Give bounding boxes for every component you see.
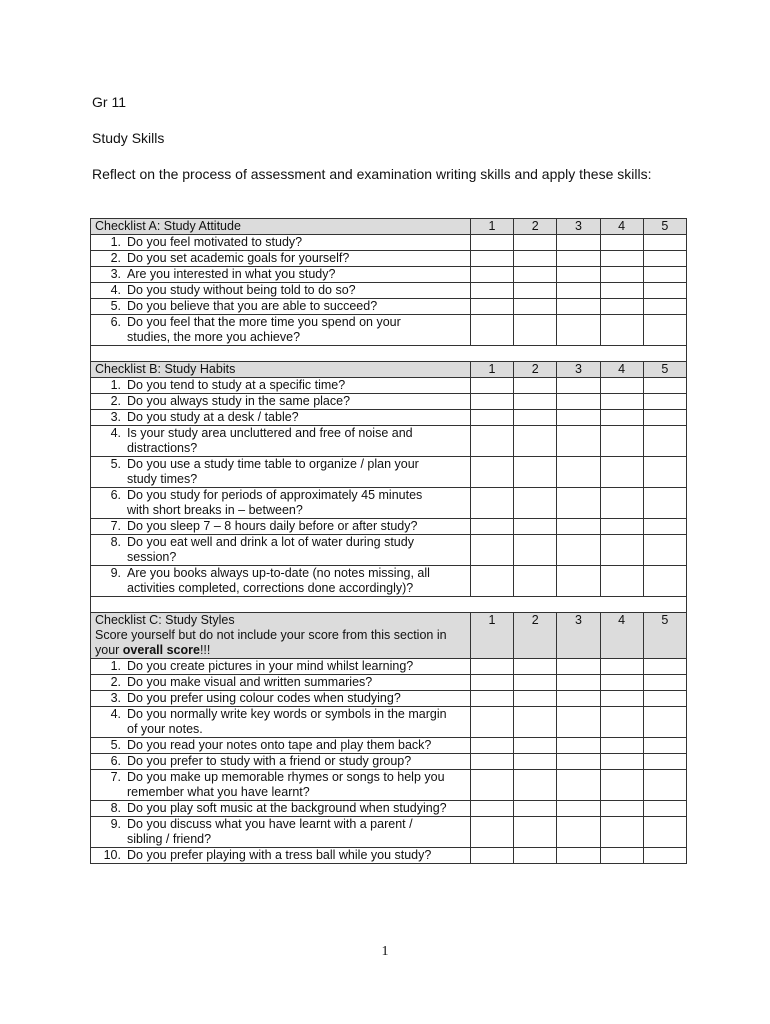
checklist-header-row (91, 613, 687, 659)
score-cell[interactable] (600, 707, 643, 738)
score-cell[interactable] (470, 457, 513, 488)
score-cell[interactable] (600, 488, 643, 519)
question-text: Do you tend to study at a specific time? (127, 378, 346, 392)
question-text: Do you discuss what you have learnt with a parent / sibling / friend? (127, 817, 413, 846)
score-cell[interactable] (643, 283, 686, 299)
question-cell (91, 754, 471, 770)
score-cell[interactable] (557, 394, 600, 410)
question-text: Are you interested in what you study? (127, 267, 336, 281)
question-text: Do you study for periods of approximately 45 minutes with short breaks in – between? (127, 488, 423, 517)
score-column-header: 4 (600, 219, 643, 235)
question-number: 10. (103, 848, 121, 862)
checklist-row (91, 707, 687, 738)
checklist-row (91, 426, 687, 457)
score-cell[interactable] (514, 738, 557, 754)
note-suffix: !!! (199, 643, 211, 657)
question-number: 6. (110, 315, 121, 329)
score-cell[interactable] (600, 535, 643, 566)
question-cell (91, 235, 471, 251)
score-cell[interactable] (470, 394, 513, 410)
question-cell (91, 267, 471, 283)
checklist-title-cell (91, 613, 471, 659)
score-cell[interactable] (557, 801, 600, 817)
score-cell[interactable] (514, 535, 557, 566)
question-text: Do you make visual and written summaries? (127, 675, 373, 689)
score-cell[interactable] (600, 235, 643, 251)
question-text: Do you sleep 7 – 8 hours daily before or after study? (127, 519, 418, 533)
checklist-row (91, 267, 687, 283)
score-cell[interactable] (643, 299, 686, 315)
score-cell[interactable] (557, 426, 600, 457)
score-cell[interactable] (643, 566, 686, 597)
question-cell (91, 394, 471, 410)
checklist-title: Checklist A: Study Attitude (95, 219, 241, 233)
score-cell[interactable] (470, 738, 513, 754)
score-column-header: 4 (600, 613, 643, 659)
question-text: Do you play soft music at the background when studying? (127, 801, 447, 815)
question-number: 3. (110, 410, 121, 424)
score-cell[interactable] (470, 315, 513, 346)
question-text: Do you prefer to study with a friend or study group? (127, 754, 412, 768)
checklist-note (95, 628, 466, 658)
question-number: 7. (110, 519, 121, 533)
question-text: Do you normally write key words or symbols in the margin of your notes. (127, 707, 447, 736)
score-cell[interactable] (514, 457, 557, 488)
question-number: 6. (110, 488, 121, 502)
score-cell[interactable] (643, 488, 686, 519)
checklist-table (90, 218, 687, 864)
score-column-header: 2 (514, 219, 557, 235)
score-column-header: 1 (470, 219, 513, 235)
score-cell[interactable] (514, 519, 557, 535)
question-text: Are you books always up-to-date (no notes missing, all activities completed, corrections done accordingly)? (127, 566, 430, 595)
score-cell[interactable] (643, 817, 686, 848)
checklist-row (91, 691, 687, 707)
question-text: Do you study at a desk / table? (127, 410, 299, 424)
spacer-cell (91, 346, 687, 362)
score-cell[interactable] (470, 535, 513, 566)
score-cell[interactable] (557, 410, 600, 426)
score-cell[interactable] (643, 378, 686, 394)
score-cell[interactable] (514, 770, 557, 801)
score-column-header: 2 (514, 362, 557, 378)
question-number: 3. (110, 691, 121, 705)
score-cell[interactable] (557, 519, 600, 535)
score-cell[interactable] (643, 235, 686, 251)
question-cell (91, 410, 471, 426)
question-cell (91, 848, 471, 864)
question-number: 8. (110, 535, 121, 549)
score-cell[interactable] (643, 675, 686, 691)
question-text: Do you read your notes onto tape and play them back? (127, 738, 432, 752)
score-cell[interactable] (643, 519, 686, 535)
score-column-header: 3 (557, 362, 600, 378)
checklist-row (91, 754, 687, 770)
question-number: 3. (110, 267, 121, 281)
score-cell[interactable] (557, 283, 600, 299)
score-cell[interactable] (600, 691, 643, 707)
score-cell[interactable] (600, 770, 643, 801)
score-cell[interactable] (470, 235, 513, 251)
score-cell[interactable] (470, 817, 513, 848)
checklist-header-row (91, 362, 687, 378)
question-cell (91, 378, 471, 394)
score-cell[interactable] (600, 754, 643, 770)
question-text: Do you believe that you are able to succeed? (127, 299, 378, 313)
score-cell[interactable] (643, 801, 686, 817)
score-cell[interactable] (557, 770, 600, 801)
score-column-header: 5 (643, 613, 686, 659)
score-cell[interactable] (643, 707, 686, 738)
checklist-row (91, 566, 687, 597)
score-cell[interactable] (600, 738, 643, 754)
section-spacer-row (91, 346, 687, 362)
question-cell (91, 707, 471, 738)
score-cell[interactable] (557, 299, 600, 315)
score-cell[interactable] (514, 848, 557, 864)
score-cell[interactable] (514, 283, 557, 299)
note-text: Score yourself but do not include your score from this section in your (95, 628, 447, 657)
score-cell[interactable] (514, 566, 557, 597)
score-column-header: 1 (470, 362, 513, 378)
question-text: Do you use a study time table to organize / plan your study times? (127, 457, 419, 486)
checklist-title: Checklist C: Study Styles (95, 613, 235, 627)
score-cell[interactable] (643, 457, 686, 488)
score-cell[interactable] (600, 299, 643, 315)
score-cell[interactable] (643, 535, 686, 566)
score-cell[interactable] (600, 251, 643, 267)
question-number: 9. (110, 817, 121, 831)
page-number: 1 (381, 944, 389, 959)
score-cell[interactable] (600, 410, 643, 426)
question-cell (91, 519, 471, 535)
question-text: Do you feel motivated to study? (127, 235, 303, 249)
question-text: Do you prefer playing with a tress ball while you study? (127, 848, 432, 862)
score-cell[interactable] (600, 378, 643, 394)
checklist-row (91, 251, 687, 267)
score-cell[interactable] (557, 707, 600, 738)
score-cell[interactable] (643, 659, 686, 675)
score-cell[interactable] (557, 315, 600, 346)
score-cell[interactable] (557, 251, 600, 267)
question-cell (91, 283, 471, 299)
score-cell[interactable] (600, 394, 643, 410)
checklist-row (91, 675, 687, 691)
question-number: 2. (110, 251, 121, 265)
question-text: Do you set academic goals for yourself? (127, 251, 350, 265)
score-cell[interactable] (600, 566, 643, 597)
checklist-row (91, 659, 687, 675)
question-number: 1. (110, 378, 121, 392)
score-cell[interactable] (514, 394, 557, 410)
score-cell[interactable] (470, 566, 513, 597)
question-cell (91, 675, 471, 691)
score-cell[interactable] (514, 691, 557, 707)
score-cell[interactable] (557, 659, 600, 675)
score-cell[interactable] (643, 754, 686, 770)
score-cell[interactable] (470, 519, 513, 535)
checklist-row (91, 770, 687, 801)
score-cell[interactable] (557, 535, 600, 566)
score-cell[interactable] (470, 267, 513, 283)
score-cell[interactable] (470, 848, 513, 864)
score-cell[interactable] (514, 267, 557, 283)
score-cell[interactable] (514, 426, 557, 457)
checklist-title: Checklist B: Study Habits (95, 362, 236, 376)
score-cell[interactable] (557, 817, 600, 848)
question-number: 1. (110, 659, 121, 673)
score-cell[interactable] (600, 315, 643, 346)
question-number: 7. (110, 770, 121, 784)
score-cell[interactable] (557, 754, 600, 770)
score-cell[interactable] (470, 299, 513, 315)
score-cell[interactable] (470, 675, 513, 691)
checklist-row (91, 738, 687, 754)
score-cell[interactable] (600, 283, 643, 299)
question-cell (91, 801, 471, 817)
score-cell[interactable] (470, 283, 513, 299)
score-cell[interactable] (600, 426, 643, 457)
grade-label: Gr 11 (92, 94, 126, 110)
score-cell[interactable] (557, 235, 600, 251)
checklist-row (91, 519, 687, 535)
question-cell (91, 738, 471, 754)
score-column-header: 4 (600, 362, 643, 378)
score-cell[interactable] (470, 770, 513, 801)
score-cell[interactable] (600, 675, 643, 691)
score-cell[interactable] (514, 675, 557, 691)
checklist-row (91, 410, 687, 426)
score-cell[interactable] (643, 848, 686, 864)
question-cell (91, 488, 471, 519)
score-cell[interactable] (470, 691, 513, 707)
question-number: 6. (110, 754, 121, 768)
checklist-row (91, 488, 687, 519)
question-cell (91, 659, 471, 675)
question-number: 2. (110, 394, 121, 408)
question-number: 9. (110, 566, 121, 580)
score-cell[interactable] (557, 378, 600, 394)
score-cell[interactable] (600, 267, 643, 283)
score-cell[interactable] (600, 801, 643, 817)
score-cell[interactable] (514, 251, 557, 267)
score-cell[interactable] (514, 299, 557, 315)
checklist-header-row (91, 219, 687, 235)
question-text: Do you create pictures in your mind whilst learning? (127, 659, 414, 673)
score-cell[interactable] (600, 519, 643, 535)
checklist-row (91, 817, 687, 848)
score-cell[interactable] (557, 566, 600, 597)
score-cell[interactable] (470, 801, 513, 817)
score-cell[interactable] (557, 738, 600, 754)
score-cell[interactable] (600, 659, 643, 675)
score-cell[interactable] (470, 707, 513, 738)
checklist-row (91, 299, 687, 315)
question-cell (91, 817, 471, 848)
checklist-row (91, 378, 687, 394)
checklist-row (91, 801, 687, 817)
question-text: Do you eat well and drink a lot of water during study session? (127, 535, 414, 564)
question-text: Do you feel that the more time you spend on your studies, the more you achieve? (127, 315, 401, 344)
checklist-row (91, 235, 687, 251)
score-cell[interactable] (470, 378, 513, 394)
score-cell[interactable] (470, 251, 513, 267)
score-cell[interactable] (600, 817, 643, 848)
score-cell[interactable] (514, 235, 557, 251)
score-cell[interactable] (557, 488, 600, 519)
score-cell[interactable] (470, 488, 513, 519)
score-cell[interactable] (514, 801, 557, 817)
spacer-cell (91, 597, 687, 613)
score-cell[interactable] (470, 410, 513, 426)
score-column-header: 2 (514, 613, 557, 659)
question-number: 5. (110, 457, 121, 471)
score-cell[interactable] (600, 457, 643, 488)
score-cell[interactable] (643, 738, 686, 754)
score-cell[interactable] (600, 848, 643, 864)
score-cell[interactable] (557, 457, 600, 488)
instruction-text: Reflect on the process of assessment and examination writing skills and apply these skills: (92, 166, 652, 182)
score-cell[interactable] (514, 817, 557, 848)
question-text: Do you study without being told to do so? (127, 283, 356, 297)
question-text: Is your study area uncluttered and free of noise and distractions? (127, 426, 413, 455)
question-cell (91, 251, 471, 267)
score-cell[interactable] (514, 315, 557, 346)
question-number: 1. (110, 235, 121, 249)
score-cell[interactable] (557, 848, 600, 864)
score-cell[interactable] (514, 754, 557, 770)
question-number: 5. (110, 299, 121, 313)
score-cell[interactable] (514, 410, 557, 426)
score-cell[interactable] (470, 426, 513, 457)
score-cell[interactable] (557, 675, 600, 691)
question-cell (91, 566, 471, 597)
score-column-header: 5 (643, 219, 686, 235)
score-column-header: 1 (470, 613, 513, 659)
checklist-row (91, 535, 687, 566)
score-cell[interactable] (514, 659, 557, 675)
score-cell[interactable] (643, 267, 686, 283)
question-cell (91, 457, 471, 488)
score-cell[interactable] (643, 394, 686, 410)
checklist-row (91, 848, 687, 864)
note-emphasis: overall score (122, 643, 200, 657)
checklist-row (91, 457, 687, 488)
score-cell[interactable] (643, 691, 686, 707)
score-cell[interactable] (643, 426, 686, 457)
score-cell[interactable] (514, 378, 557, 394)
question-cell (91, 299, 471, 315)
question-number: 8. (110, 801, 121, 815)
score-cell[interactable] (643, 251, 686, 267)
score-cell[interactable] (643, 315, 686, 346)
question-number: 5. (110, 738, 121, 752)
score-cell[interactable] (470, 659, 513, 675)
question-text: Do you always study in the same place? (127, 394, 351, 408)
score-cell[interactable] (557, 267, 600, 283)
checklist-row (91, 394, 687, 410)
question-number: 4. (110, 283, 121, 297)
question-number: 4. (110, 426, 121, 440)
checklist-row (91, 283, 687, 299)
score-column-header: 3 (557, 613, 600, 659)
score-cell[interactable] (643, 410, 686, 426)
question-cell (91, 770, 471, 801)
score-cell[interactable] (514, 707, 557, 738)
question-cell (91, 535, 471, 566)
score-column-header: 3 (557, 219, 600, 235)
question-cell (91, 426, 471, 457)
question-number: 4. (110, 707, 121, 721)
document-title: Study Skills (92, 130, 165, 146)
score-cell[interactable] (514, 488, 557, 519)
question-text: Do you prefer using colour codes when studying? (127, 691, 401, 705)
score-cell[interactable] (470, 754, 513, 770)
score-column-header: 5 (643, 362, 686, 378)
checklist-row (91, 315, 687, 346)
checklist-title-cell (91, 362, 471, 378)
question-cell (91, 315, 471, 346)
section-spacer-row (91, 597, 687, 613)
question-text: Do you make up memorable rhymes or songs to help you remember what you have learnt? (127, 770, 445, 799)
checklist-title-cell (91, 219, 471, 235)
question-cell (91, 691, 471, 707)
question-number: 2. (110, 675, 121, 689)
score-cell[interactable] (557, 691, 600, 707)
score-cell[interactable] (643, 770, 686, 801)
